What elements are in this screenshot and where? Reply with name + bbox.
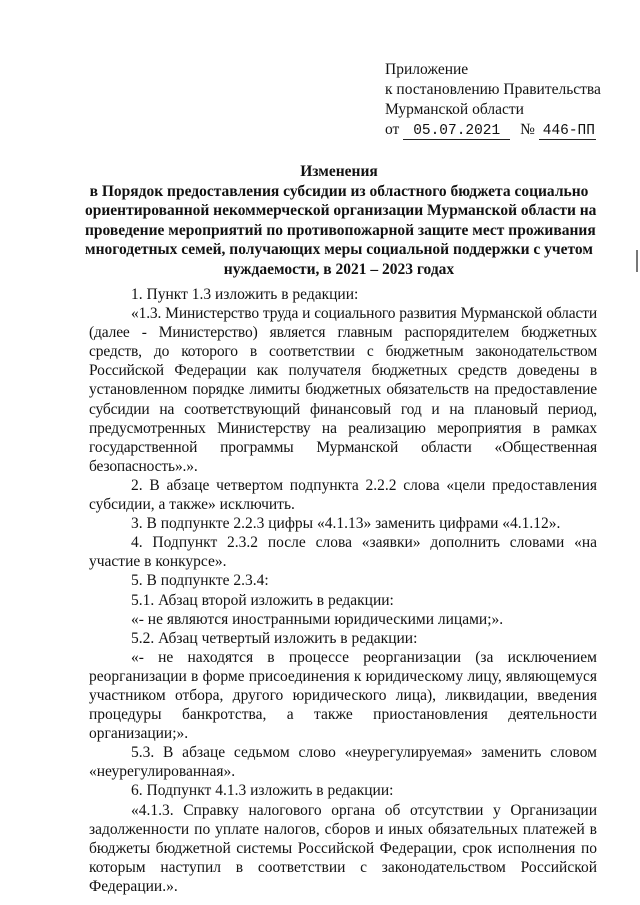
date-prefix: от (385, 121, 400, 138)
appendix-header (385, 60, 625, 140)
paragraph: 1. Пункт 1.3 изложить в редакции: (131, 286, 359, 303)
resolution-date: 05.07.2021 (403, 123, 510, 140)
paragraph: «- не являются иностранными юридическими лицами;». (131, 610, 504, 628)
paragraph: 5. В подпункте 2.3.4: (131, 572, 269, 590)
document-title (85, 162, 597, 279)
paragraph: «4.1.3. Справку налогового органа об отсутствии у Организации задолженности по уплате налогов, сборов и иных обязательных платежей в бюджеты бюджетной системы Российской Федерации, срок исполнения по которым наступил в соответствии с законодательством Российской Федерации.». (89, 801, 597, 895)
paragraph: 3. В подпункте 2.2.3 цифры «4.1.13» заменить цифрами «4.1.12». (131, 515, 561, 533)
appendix-date-line (385, 120, 625, 140)
appendix-label: Приложение (385, 61, 469, 78)
paragraph: 4. Подпункт 2.3.2 после слова «заявки» дополнить словами «на участие в конкурсе». (89, 534, 597, 571)
title-line-2: в Порядок предоставления субсидии из областного бюджета социально (89, 182, 589, 200)
title-line-4: проведение мероприятий по противопожарной защите мест проживания (85, 221, 596, 239)
paragraph: «1.3. Министерство труда и социального развития Мурманской области (далее - Министерство) является главным распорядителем бюджетных средств, до которого в соответствии с бюджетным законодательством Российской Федерации как получателя бюджетных средств доведены в установленном порядке лимиты бюджетных обязательств на предоставление субсидии на соответствующий финансовый год и на плановый период, предусмотренных Министерству на реализацию мероприятия в рамках государственной программы Мурманской области «Общественная безопасность».». (89, 305, 597, 475)
title-line-5: многодетных семей, получающих меры социальной поддержки с учетом (85, 241, 593, 258)
title-line-3: ориентированной некоммерческой организации Мурманской области на (85, 202, 597, 219)
paragraph: 2. В абзаце четвертом подпункта 2.2.2 слова «цели предоставления субсидии, а также» исключить. (89, 476, 597, 514)
document-body (89, 285, 597, 896)
title-line-6: нуждаемости, в 2021 – 2023 годах (223, 260, 455, 278)
paragraph: 5.2. Абзац четвертый изложить в редакции: (131, 629, 418, 647)
paragraph: 5.3. В абзаце седьмом слово «неурегулируемая» заменить словом «неурегулированная». (89, 744, 597, 781)
title-line-1: Изменения (300, 163, 378, 180)
scan-edge-mark (636, 250, 638, 272)
number-prefix: № (520, 121, 535, 138)
appendix-resolution-line: к постановлению Правительства (385, 81, 601, 98)
resolution-number: 446-ПП (539, 123, 596, 140)
paragraph: 5.1. Абзац второй изложить в редакции: (131, 591, 394, 609)
paragraph: «- не находятся в процессе реорганизации (за исключением реорганизации в форме присоединения к юридическому лицу, являющемуся участником отбора, другого юридического лица), ликвидации, введения процедуры банкротства, а также приостановления деятельности организации;». (89, 648, 597, 743)
paragraph: 6. Подпункт 4.1.3 изложить в редакции: (131, 782, 394, 800)
appendix-region-line: Мурманской области (385, 101, 524, 118)
